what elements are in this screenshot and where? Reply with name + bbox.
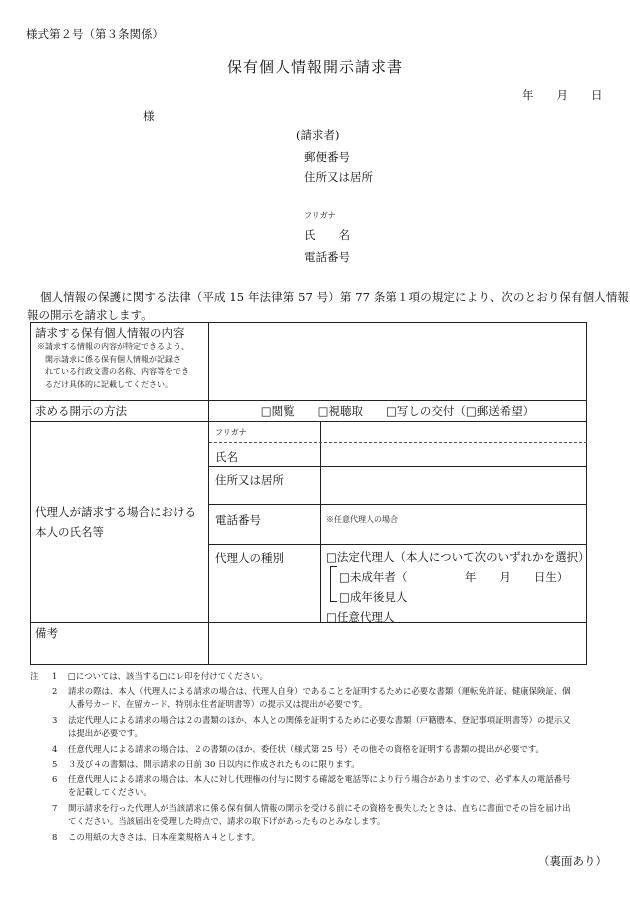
note-line: 法定代理人による請求の場合は２の書類のほか、本人との関係を証明するために必要な書類（戸籍謄本、登記事項証明書等）の提示又 bbox=[68, 715, 571, 725]
request-table bbox=[30, 322, 590, 665]
content-note-2: 開示請求に係る保有個人情報が記録さ bbox=[45, 354, 181, 364]
requester-furigana-label: フリガナ bbox=[304, 211, 336, 220]
note-number: 8 bbox=[52, 832, 58, 842]
note-line: 開示請求を行った代理人が当該請求に係る保有個人情報の開示を受ける前にその資格を喪失したときは、直ちに書面でその旨を届け出 bbox=[68, 803, 571, 813]
note-line: 人番号カード、在留カード、特別永住者証明書等）の提示又は提出が必要です。 bbox=[68, 699, 368, 709]
remarks-label: 備考 bbox=[31, 623, 209, 665]
agent-phone-note: ※任意代理人の場合 bbox=[326, 515, 398, 524]
method-options[interactable]: □閲覧 □視聴取 □写しの交付（□郵送希望） bbox=[209, 401, 587, 422]
note-number: 2 bbox=[52, 686, 58, 696]
agent-type-label: 代理人の種別 bbox=[215, 551, 284, 565]
note-line: 任意代理人による請求の場合は、２の書類のほか、委任状（様式第 25 号）その他その資格を証明する書類の提出が必要です。 bbox=[68, 744, 544, 754]
agent-label-cell bbox=[31, 422, 209, 623]
agent-phone-label: 電話番号 bbox=[215, 513, 261, 527]
note-line: 任意代理人による請求の場合は、本人に対し代理権の付与に関する確認を電話等により行う場合がありますので、必ず本人の電話番号 bbox=[68, 774, 571, 784]
note-line: ３及び４の書類は、開示請求の日前 30 日以内に作成されたものに限ります。 bbox=[68, 759, 360, 769]
note-number: 5 bbox=[52, 759, 58, 769]
content-note-4: るだけ具体的に記載してください。 bbox=[45, 379, 173, 389]
note-line: □については、該当する□にレ印を付けてください。 bbox=[68, 671, 268, 681]
note-line: は提出が必要です。 bbox=[68, 728, 143, 738]
requester-heading: (請求者) bbox=[296, 128, 340, 142]
note-line: を記載してください。 bbox=[68, 787, 152, 797]
note-line: この用紙の大きさは、日本産業規格Ａ４とします。 bbox=[68, 832, 260, 842]
requester-postal-label: 郵便番号 bbox=[304, 150, 350, 164]
note-number: 3 bbox=[52, 715, 58, 725]
content-label: 請求する保有個人情報の内容 bbox=[35, 326, 185, 340]
agent-detail-cell bbox=[209, 422, 590, 624]
notes-prefix: 注 bbox=[30, 671, 39, 681]
voluntary-agent-option[interactable]: □任意代理人 bbox=[326, 610, 395, 624]
adult-guardian-option[interactable]: □成年後見人 bbox=[339, 590, 408, 604]
note-number: 4 bbox=[52, 744, 58, 754]
agent-address-input[interactable] bbox=[320, 466, 587, 504]
remarks-input[interactable] bbox=[209, 623, 587, 665]
method-label: 求める開示の方法 bbox=[31, 401, 209, 422]
agent-label-2: 本人の氏名等 bbox=[35, 525, 104, 539]
agent-name-input[interactable] bbox=[320, 442, 587, 466]
page-title: 保有個人情報開示請求書 bbox=[226, 58, 403, 76]
legal-agent-bracket bbox=[330, 566, 337, 602]
form-number: 様式第２号（第３条関係） bbox=[26, 27, 164, 41]
addressee-sama: 様 bbox=[143, 109, 155, 123]
agent-name-label: 氏名 bbox=[215, 450, 238, 464]
note-number: 1 bbox=[52, 671, 58, 681]
date-line: 年 月 日 bbox=[522, 88, 603, 102]
back-side-note: （裏面あり） bbox=[538, 854, 607, 868]
content-note-1: ※請求する情報の内容が特定できるよう、 bbox=[37, 342, 189, 351]
content-label-cell bbox=[31, 323, 209, 401]
agent-address-label: 住所又は居所 bbox=[215, 473, 284, 487]
minor-option[interactable]: □未成年者（ 年 月 日生） bbox=[339, 570, 569, 584]
agent-label-1: 代理人が請求する場合における bbox=[35, 505, 196, 519]
content-input-cell[interactable] bbox=[209, 323, 587, 401]
note-line: 請求の際は、本人（代理人による請求の場合は、代理人自身）であることを証明するために必要な書類（運転免許証、健康保険証、個 bbox=[68, 686, 571, 696]
intro-line-1: 個人情報の保護に関する法律（平成 15 年法律第 57 号）第 77 条第１項の規定により、次のとおり保有個人情報 bbox=[40, 290, 630, 304]
content-note-3: れている行政文書の名称、内容等をでき bbox=[45, 367, 189, 376]
note-number: 6 bbox=[52, 774, 58, 784]
intro-line-2: 報の開示を請求します。 bbox=[27, 308, 153, 322]
requester-name-label: 氏 名 bbox=[304, 228, 350, 242]
note-line: てください。当該届出を受理した時点で、請求の取下げがあったものとみなします。 bbox=[68, 816, 386, 826]
agent-furigana-label: フリガナ bbox=[215, 428, 247, 437]
requester-address-label: 住所又は居所 bbox=[304, 170, 373, 184]
requester-phone-label: 電話番号 bbox=[304, 250, 350, 264]
legal-agent-option[interactable]: □法定代理人（本人について次のいずれかを選択） bbox=[326, 550, 590, 564]
note-number: 7 bbox=[52, 803, 58, 813]
